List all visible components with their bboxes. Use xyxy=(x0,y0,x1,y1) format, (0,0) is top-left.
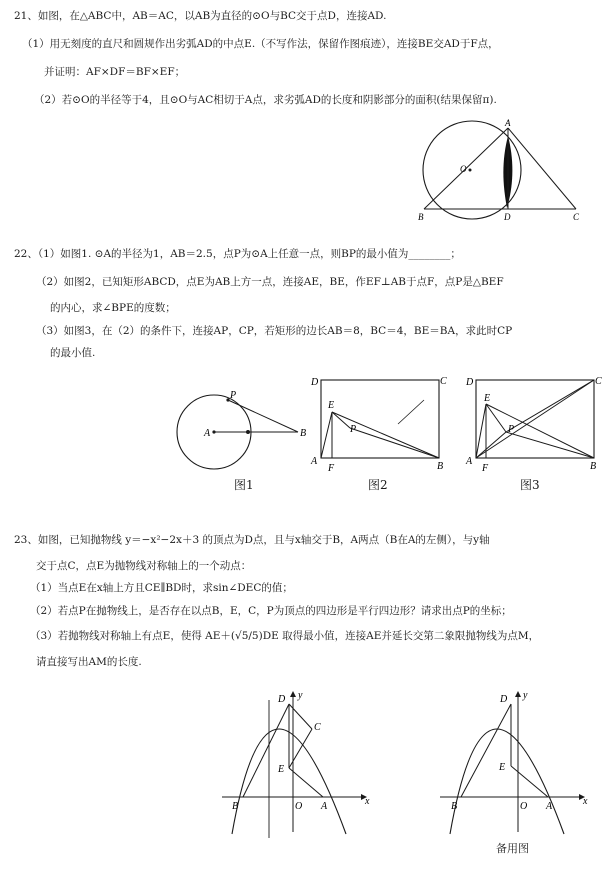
q22-f1-label-b: B xyxy=(300,428,307,439)
q21-part1-line1: （1）用无刻度的直尺和圆规作出劣弧AD的中点E.（不写作法，保留作图痕迹），连接BE交AD于F点， xyxy=(22,38,499,50)
q21-label-o: O xyxy=(460,164,467,174)
q23-f2-label-d: D xyxy=(500,694,508,705)
q21-label-d: D xyxy=(504,212,511,222)
q21-center-dot xyxy=(469,169,472,172)
q23-f2-label-y: y xyxy=(523,690,528,701)
q22-f3-label-e: E xyxy=(484,393,491,404)
q22-f2-label-d: D xyxy=(311,377,319,388)
q22-f2-segment-ae xyxy=(321,412,332,458)
q22-f2-label-c: C xyxy=(440,376,447,387)
q23-line5: （3）若抛物线对称轴上有点E，使得 AE＋(√5/5)DE 取得最小值，连接AE并延长交第二象限抛物线为点M， xyxy=(30,630,540,642)
q23-f1-label-d: D xyxy=(278,694,286,705)
q22-line3: 的内心，求∠BPE的度数； xyxy=(50,302,176,314)
q22-f2-segment-pb xyxy=(350,428,439,458)
q21-figure xyxy=(410,114,605,224)
q23-f1-segment-bd xyxy=(243,704,289,797)
q23-f1-label-e: E xyxy=(278,764,285,775)
q22-f3-label-d: D xyxy=(466,377,474,388)
q22-f3-segment-ae xyxy=(476,404,486,458)
q22-line5: 的最小值. xyxy=(50,347,96,359)
q22-line1: 22、（1）如图1. ⊙A的半径为1，AB＝2.5，点P为⊙A上任意一点，则BP的最小值为________； xyxy=(14,248,461,260)
q22-f3-caption: 图3 xyxy=(520,478,540,492)
q22-f2-label-e: E xyxy=(328,400,335,411)
q22-line2: （2）如图2，已知矩形ABCD，点E为AB上方一点，连接AE，BE，作EF⊥AB于点F，点P是△BEF xyxy=(36,276,504,288)
q22-line4: （3）如图3，在（2）的条件下，连接AP，CP，若矩形的边长AB＝8，BC＝4，BE＝BA，求此时CP xyxy=(36,325,513,337)
q23-f2-segment-bd xyxy=(461,704,511,797)
q23-f2-label-o: O xyxy=(520,801,528,812)
q23-line6: 请直接写出AM的长度. xyxy=(36,656,142,668)
q22-f1-caption: 图1 xyxy=(234,478,254,492)
q23-f2-label-b: B xyxy=(451,801,458,812)
q22-f3-label-f: F xyxy=(482,463,489,472)
q22-f3-label-p: P xyxy=(508,424,515,435)
q22-f3-label-a: A xyxy=(466,456,473,467)
q22-f3-segment-ep xyxy=(486,404,506,432)
q22-f2-segment-be xyxy=(332,412,439,458)
q23-f1-label-o: O xyxy=(295,801,303,812)
q23-f1-label-y: y xyxy=(298,690,303,701)
q21-label-a: A xyxy=(505,118,511,128)
q23-f1-segment-ea xyxy=(289,768,323,797)
q22-figure-3 xyxy=(462,372,606,472)
q22-f1-center-dot xyxy=(212,430,215,433)
q21-part1-line2: 并证明：AF×DF＝BF×EF； xyxy=(44,66,186,78)
q22-f2-label-a: A xyxy=(311,456,318,467)
q23-spare-caption: 备用图 xyxy=(496,842,529,855)
q21-label-b: B xyxy=(418,212,424,222)
q23-line4: （2）若点P在抛物线上，是否存在以点B，E，C，P为顶点的四边形是平行四边形？请求出点P的坐标； xyxy=(30,605,512,617)
q22-f3-label-b: B xyxy=(590,461,597,472)
q21-label-c: C xyxy=(573,212,580,222)
q23-f1-label-x: x xyxy=(365,796,370,807)
q23-line1: 23、如图，已知抛物线 y＝−x²−2x＋3 的顶点为D点，且与x轴交于B，A两点（B在A的左侧），与y轴 xyxy=(14,534,490,546)
q23-f2-parabola xyxy=(450,729,564,834)
q22-f2-label-f: F xyxy=(328,463,335,472)
q23-f2-label-e: E xyxy=(499,762,506,773)
q23-f1-label-c: C xyxy=(314,722,321,733)
q23-f1-segment-dc xyxy=(289,704,312,729)
q22-f3-diagonal-ac xyxy=(476,380,594,458)
q22-f2-faint-stroke xyxy=(398,400,424,424)
q22-f3-segment-pc xyxy=(506,380,594,432)
q21-stem: 21、如图，在△ABC中，AB＝AC，以AB为直径的⊙O与BC交于点D，连接AD. xyxy=(14,10,387,22)
q22-figure-1 xyxy=(170,378,320,478)
q23-f1-label-a: A xyxy=(321,801,328,812)
q22-f1-label-p: P xyxy=(230,390,237,401)
q22-f2-caption: 图2 xyxy=(368,478,388,492)
q23-line2: 交于点C，点E为抛物线对称轴上的一个动点： xyxy=(36,560,252,572)
q23-figure-main xyxy=(218,688,378,838)
q23-figure-spare xyxy=(436,688,596,838)
q22-f2-label-p: P xyxy=(350,424,357,435)
q23-f1-label-b: B xyxy=(232,801,239,812)
q23-f2-label-a: A xyxy=(546,801,553,812)
q22-f1-label-a: A xyxy=(204,428,211,439)
q21-part2: （2）若⊙O的半径等于4，且⊙O与AC相切于A点，求劣弧AD的长度和阴影部分的面积(结果保留π). xyxy=(34,94,497,106)
q21-segment-ac xyxy=(508,128,576,209)
q23-f2-label-x: x xyxy=(583,796,588,807)
q22-f2-label-b: B xyxy=(437,461,444,472)
q22-f2-segment-ep xyxy=(332,412,350,428)
q22-f1-segment-pb xyxy=(228,400,298,432)
q22-f2-rectangle xyxy=(321,380,439,458)
q22-f3-label-c: C xyxy=(595,376,602,387)
q23-line3: （1）当点E在x轴上方且CE∥BD时，求sin∠DEC的值； xyxy=(30,582,293,594)
q22-figure-2 xyxy=(306,372,458,472)
q22-f1-near-point xyxy=(246,430,250,434)
